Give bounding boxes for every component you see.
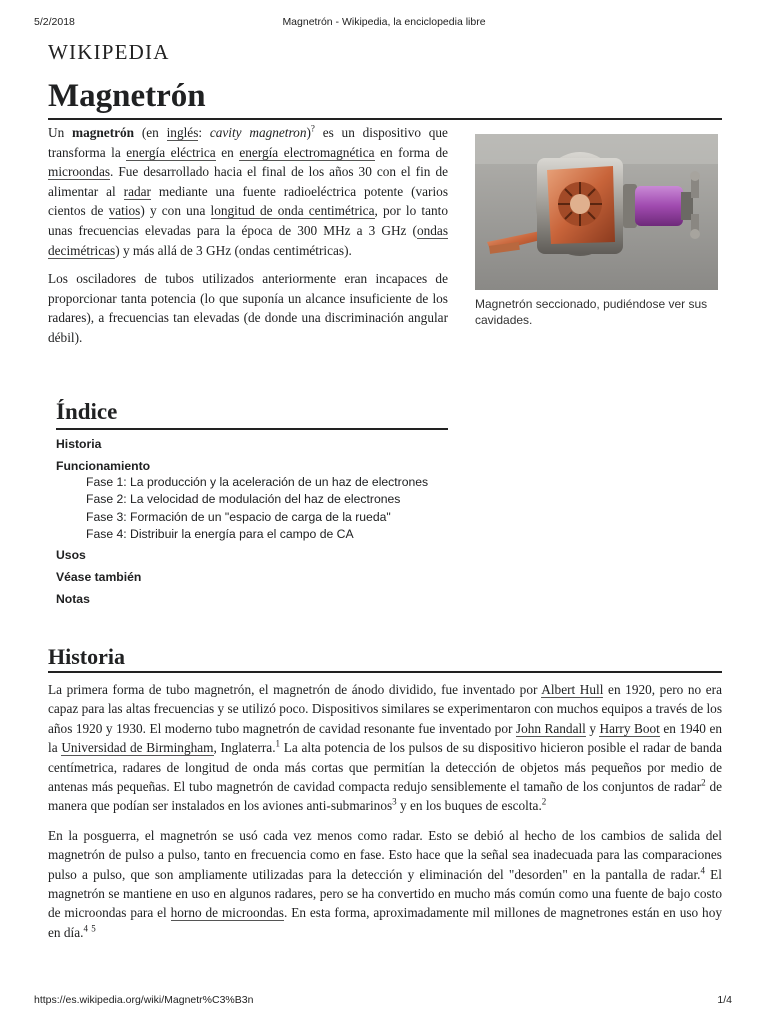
link-john-randall[interactable]: John Randall [515,720,586,736]
link-ondas-decimetricas[interactable]: ondas decimétricas [48,222,448,258]
english-term: cavity magnetron [209,125,307,140]
text: : [198,125,210,140]
link-universidad-de-birmingham[interactable]: Universidad de Birmingham [61,740,214,756]
historia-paragraph-1 [48,680,722,816]
text: en [215,144,240,160]
figure-caption: Magnetrón seccionado, pudiéndose ver sus cavidades. [475,297,708,327]
historia-section [48,680,722,952]
ref-4b[interactable]: 4 [83,923,88,934]
print-page-title: Magnetrón - Wikipedia, la enciclopedia libre [282,16,486,28]
pronunciation-sup[interactable]: ? [310,123,315,134]
ref-2[interactable]: 2 [701,777,706,788]
toc-item-usos[interactable]: Usos [56,548,86,563]
figure-magnetron [475,134,718,328]
toc-subitem-fase-4[interactable]: Fase 4: Distribuir la energía para el campo de CA [86,526,354,541]
text: , Inglaterra. [213,740,276,756]
link-energia-electromagnetica[interactable]: energía electromagnética [239,144,375,160]
toc-item-notas[interactable]: Notas [56,592,90,607]
text: La alta potencia de los pulsos de su dispositivo hicieron posible el radar de banda centímetrica, radares de longitud de onda más cortas que permitían la detección de objetos más pequeños por medio de antenas más pequeñas. El tubo magnetrón de cavidad compacta redujo sensiblemente el tamaño de los conjuntos de radar [48,740,722,795]
magnetron-photo[interactable] [475,134,718,290]
magnetron-illustration [475,134,718,290]
text: El magnetrón se mantiene en uso en algunos radares, pero se ha convertido en mucho más común como una fuente de bajo costo de microondas para el [48,866,722,921]
text: y [585,720,600,736]
ref-3[interactable]: 3 [392,797,397,808]
link-albert-hull[interactable]: Albert Hull [541,682,604,697]
section-heading-historia: Historia [48,643,722,673]
text: En la posguerra, el magnetrón se usó cada vez menos como radar. Esto se debió al hecho de los cambios de salida del magnetrón de pulso a pulso, tanto en frecuencia como en fase. Esto hace que la señal sea inadecuada para las comparaciones pulso a pulso, que son ampliamente utilizadas para la detección y eliminación del "desorden" en la pantalla de radar. [48,827,722,882]
print-url: https://es.wikipedia.org/wiki/Magnetr%C3%B3n [34,994,254,1006]
print-footer [34,994,734,1010]
text: de manera que podían ser instalados en los aviones anti-submarinos [48,779,723,814]
text: es un dispositivo que transforma la [48,125,448,160]
ref-4[interactable]: 4 [700,865,705,876]
term-bold: magnetrón [72,125,135,140]
toc-item-historia[interactable]: Historia [56,437,102,451]
link-horno-de-microondas[interactable]: horno de microondas [170,905,284,921]
link-vatios[interactable]: vatios [108,203,141,219]
toc-heading: Índice [56,398,448,430]
text: y en los buques de escolta. [396,798,542,814]
toc-sublist [56,474,448,543]
link-longitud-de-onda[interactable]: longitud de onda centimétrica [210,203,375,219]
toc-list [56,437,448,607]
lead-section [48,123,448,357]
text: . En esta forma, aproximadamente mil millones de magnetrones están en uso hoy en día. [48,905,723,940]
link-energia-electrica[interactable]: energía eléctrica [126,144,216,160]
toc-item-funcionamiento[interactable]: Funcionamiento [56,459,151,473]
text: ) [306,125,311,140]
print-page-number: 1/4 [717,994,732,1006]
ref-1[interactable]: 1 [275,738,281,749]
ref-5[interactable]: 5 [91,923,96,934]
lead-paragraph-1 [48,123,448,260]
lead-paragraph-2: Los osciladores de tubos utilizados anteriormente eran incapaces de proporcionar tanta potencia (lo que suponía un alcance insuficiente de los radares), a frecuencias tan elevadas (de donde una discriminación angular débil). [48,271,448,345]
text: . Fue desarrollado hacia el final de los años 30 con el fin de alimentar al [48,164,448,199]
page-title: Magnetrón [48,76,722,120]
text: Un [48,125,73,140]
link-ingles[interactable]: inglés [166,125,199,140]
text: en 1940 en la [48,720,722,756]
link-radar[interactable]: radar [123,183,151,199]
print-date: 5/2/2018 [34,16,75,28]
print-header [34,16,734,32]
toc-item-vease-tambien[interactable]: Véase también [56,570,142,585]
text: ) y más allá de 3 GHz (ondas centimétricas). [115,242,352,258]
ref-2b[interactable]: 2 [541,797,547,808]
text: ) y con una [140,203,211,219]
wikipedia-logo[interactable]: WIKIPEDIA [48,40,170,64]
table-of-contents [56,398,448,612]
text: (en [134,125,167,140]
link-harry-boot[interactable]: Harry Boot [599,720,660,736]
text: en 1920, pero no era capaz para las altas frecuencias y se utilizó poco. Dispositivos similares se experimentaron con muchos equipos a través de los años 1920 y 1930. El moderno tubo magnetrón de cavidad resonante fue inventado por [48,682,723,736]
link-microondas[interactable]: microondas [48,164,111,180]
text: mediante una fuente radioeléctrica potente (varios cientos de [48,183,448,219]
historia-paragraph-2 [48,826,722,942]
text: La primera forma de tubo magnetrón, el magnetrón de ánodo dividido, fue inventado por [48,682,542,697]
text: en forma de [374,144,449,160]
text: , por lo tanto unas frecuencias elevadas para la época de 300 MHz a 3 GHz ( [48,203,449,238]
toc-subitem-fase-3[interactable]: Fase 3: Formación de un "espacio de carga de la rueda" [86,509,391,524]
toc-subitem-fase-1[interactable]: Fase 1: La producción y la aceleración de un haz de electrones [86,475,429,489]
toc-subitem-fase-2[interactable]: Fase 2: La velocidad de modulación del haz de electrones [86,492,401,507]
